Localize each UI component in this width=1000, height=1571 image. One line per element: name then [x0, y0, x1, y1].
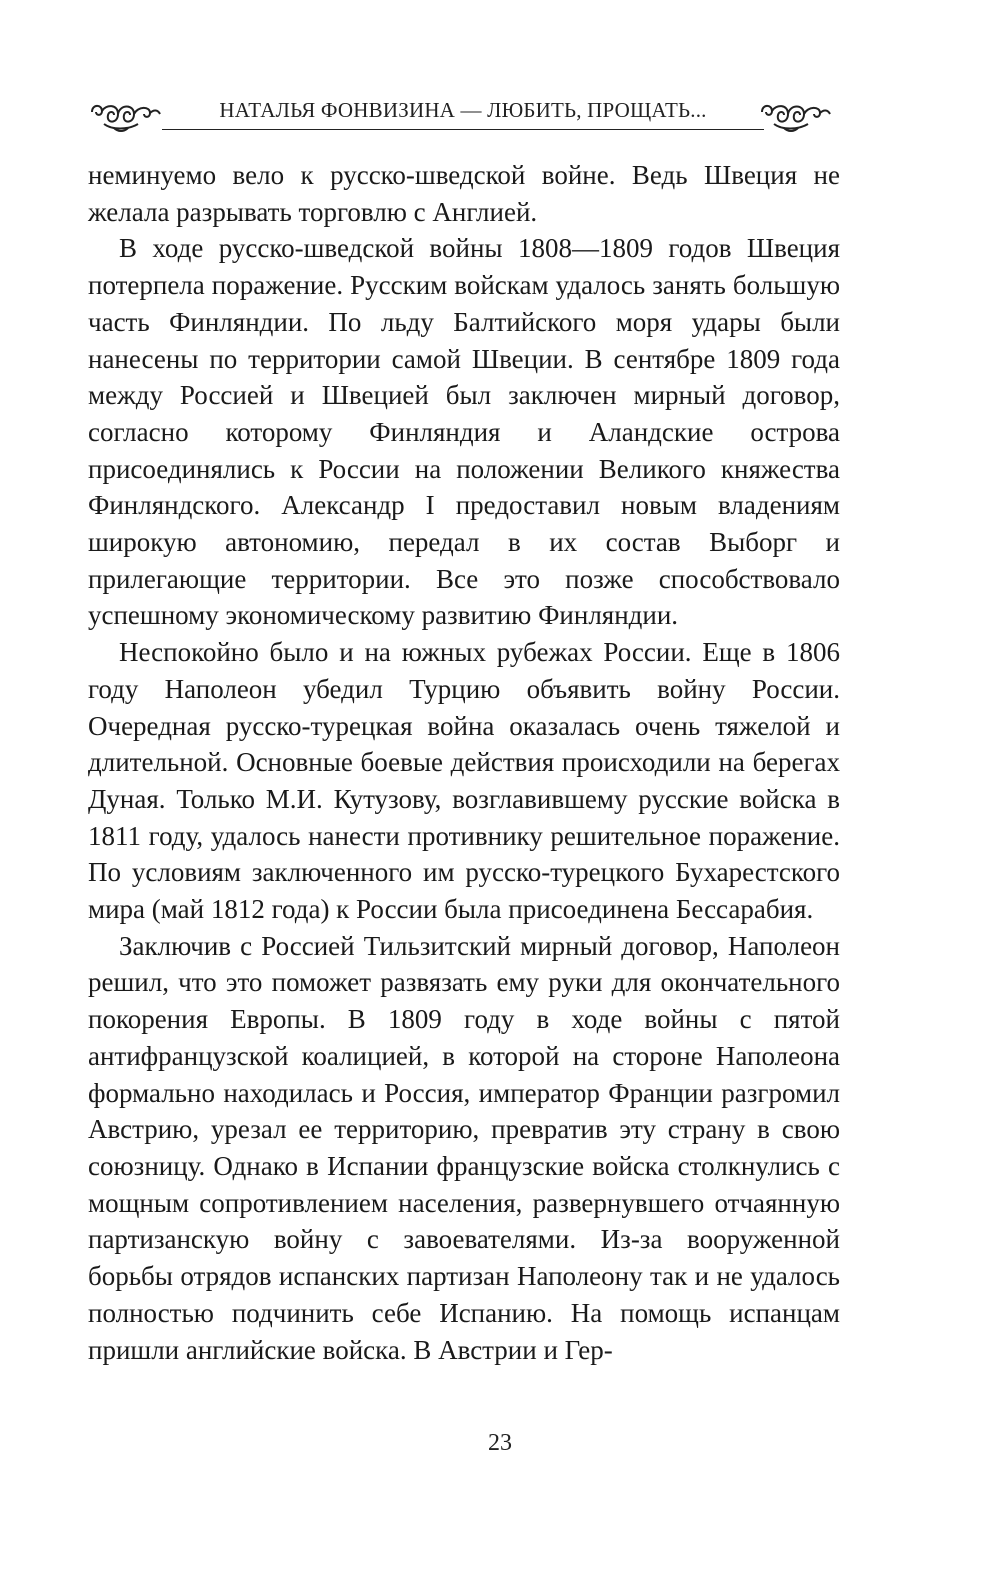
paragraph: Неспокойно было и на южных рубежах России. Еще в 1806 году Наполеон убедил Турцию объявить войну России. Очередная русско-турецкая война оказалась очень тяжелой и длительной. Основные боевые действия происходили на берегах Дуная. Только М.И. Кутузову, возглавившему русские войска в 1811 году, удалось нанести противнику решительное поражение. По условиям заключенного им русско-турецкого Бухарестского мира (май 1812 года) к России была присоединена Бессарабия. [88, 637, 840, 925]
header-rule [162, 129, 764, 130]
running-header [88, 96, 838, 140]
paragraph: В ходе русско-шведской войны 1808—1809 годов Швеция потерпела поражение. Русским войскам удалось занять большую часть Финляндии. По льду Балтийского моря удары были нанесены по территории самой Швеции. В сентябре 1809 года между Россией и Швецией был заключен мирный договор, согласно которому Финляндия и Аландские острова присоединялись к России на положении Великого княжества Финляндского. Александр I предоставил новым владениям широкую автономию, передал в их состав Выборг и прилегающие территории. Все это позже способствовало успешному экономическому развитию Финляндии. [88, 233, 840, 631]
paragraph: Заключив с Россией Тильзитский мирный договор, Наполеон решил, что это поможет развязать ему руки для окончательного покорения Европы. В 1809 году в ходе войны с пятой антифранцузской коалицией, в которой на стороне Наполеона формально находилась и Россия, император Франции разгромил Австрию, урезал ее территорию, превратив эту страну в свою союзницу. Однако в Испании французские войска столкнулись с мощным сопротивлением населения, развернувшего отчаянную партизанскую войну с завоевателями. Из-за вооруженной борьбы отрядов испанских партизан Наполеону так и не удалось полностью подчинить себе Испанию. На помощь испанцам пришли английские войска. В Австрии и Гер- [88, 930, 840, 1365]
flourish-ornament-icon [758, 100, 838, 134]
page-number: 23 [488, 1430, 512, 1456]
flourish-ornament-icon [88, 100, 168, 134]
running-title: НАТАЛЬЯ ФОНВИЗИНА — ЛЮБИТЬ, ПРОЩАТЬ... [219, 98, 707, 122]
paragraph: неминуемо вело к русско-шведской войне. Ведь Швеция не желала разрывать торговлю с Англией. [88, 160, 840, 227]
body-text [88, 157, 840, 1368]
